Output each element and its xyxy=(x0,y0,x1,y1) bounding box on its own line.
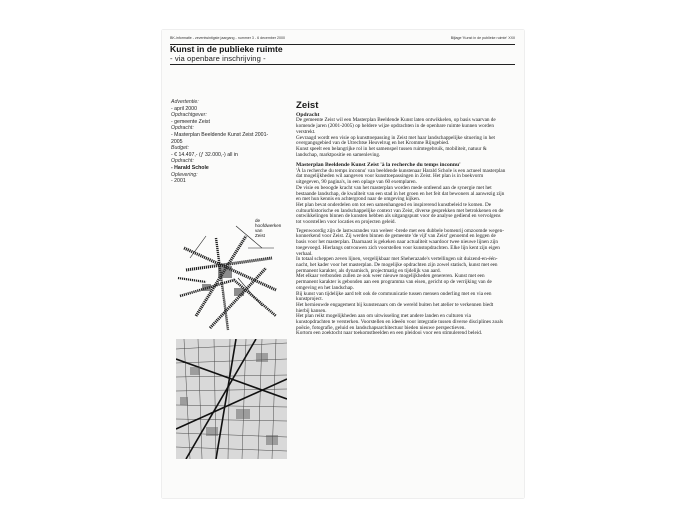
fact-kunstenaar: Opdracht: - Harald Schole xyxy=(171,158,209,171)
body-paragraph: Het hernieuwde engagement bij kunstenaars om de wereld buiten het atelier te verkennen biedt hierbij kansen. xyxy=(296,301,494,314)
fact-opdrachtgever: Opdrachtgever: - gemeente Zeist xyxy=(171,112,210,125)
fact-opdracht: Opdracht: - Masterplan Beeldende Kunst Zeist 2001-2005 xyxy=(171,125,269,145)
opdracht-paragraph: Kunst speelt een belangrijke rol in het samenspel tussen ruimtegebruik, mobiliteit, natuur & landschap, marktpositie en samenleving. xyxy=(296,145,487,158)
lanes-diagram-map xyxy=(176,218,288,335)
body-paragraph: In totaal scheppen zeven lijnen, vergelijkbaar met Sheherazade's vertellingen uit duizend-en-één-nacht, het kader voor het masterplan. De mogelijke opdrachten zijn zowel statisch, kunst met een permanent karakter, als dynamisch, projectmatig en tijdelijk van aard. xyxy=(296,256,498,274)
running-header-right: Bijlage 'Kunst in de publieke ruimte' XXII xyxy=(450,36,515,40)
body-paragraph: Met elkaar verbonden zullen ze ook weer nieuwe mogelijkheden genereren. Kunst met een permanent karakter is gebonden aan een programma van eisen, gericht op de verrijking van de omgeving en het landschap. xyxy=(296,273,492,291)
masterplan-paragraph: 'À la recherche du temps inconnu' van beeldende kunstenaar Harald Schole is een actueel masterplan dat mogelijkheden wil aangeven voor kunsttoepassingen in Zeist. Het plan is in boekvorm uitgegeven, 90 pagina's, in een oplage van 60 exemplaren. xyxy=(296,167,506,186)
masterplan-paragraph: Het plan bevat onderdelen om tot een samenhangend en inspirerend kunstbeleid te komen. De cultuurhistorische en landschappelijke context van Zeist, diverse gesprekken met betrokkenen en de ontwikkelingen binnen de kunsten hebben als uitgangspunt voor de analyse gediend en vervolgens tot voorstellen voor locaties en projecten geleid. xyxy=(296,201,504,226)
running-header xyxy=(170,36,515,44)
fact-budget: Budget: - € 14.497,- (ƒ 32.000,-) all in xyxy=(171,145,238,158)
opdracht-paragraph: Gevraagd wordt een visie op kunsttoepassing in Zeist met haar landschappelijke situering in het overgangsgebied van de Utrechtse Heuvelrug en het Kromme Rijngebied. xyxy=(296,134,495,147)
body-paragraph: Bij kunst van tijdelijke aard telt ook de communicatie tussen mensen onderling met en via een kunstproject. xyxy=(296,290,492,303)
project-facts xyxy=(171,99,271,185)
opdracht-heading: Opdracht xyxy=(296,112,320,118)
opdracht-paragraph: De gemeente Zeist wil een Masterplan Beeldende Kunst laten ontwikkelen, op basis waarvan de komende jaren (2001-2005) op heldere wijze opdrachten in de openbare ruimte kunnen worden verstrekt. xyxy=(296,117,496,135)
masterplan-paragraph: De visie en beoogde kracht van het masterplan worden mede ontleend aan de synergie met het bestaande landschap, de kwaliteit van een stad in het groen en het feit dat bewoners al aanwezig zijn en met hun kennis en achtergrond naar de omgeving kijken. xyxy=(296,184,505,203)
fact-oplevering: Oplevering: - 2001 xyxy=(171,171,198,185)
section-title: Kunst in de publieke ruimte xyxy=(170,44,283,54)
header-rule-bottom xyxy=(170,64,515,65)
section-subtitle: - via openbare inschrijving - xyxy=(170,54,266,63)
body-paragraph: Kortom een zoektocht naar toekomstbeelden en een pleidooi voor een stimulerend beleid. xyxy=(296,330,483,337)
body-paragraph: Het plan reikt mogelijkheden aan om uitwisseling met andere landen en culturen via kunstopdrachten te versterken. Voorstellen en ideeën voor integratie tussen diverse disciplines zoals poëzie, fotografie, geluid en landschapsarchitectuur bieden nieuwe perspectieven. xyxy=(296,313,503,331)
article-title: Zeist xyxy=(296,100,319,111)
map-caption: de hoofdwerken van Zeist xyxy=(255,218,282,238)
aerial-city-map xyxy=(176,339,287,459)
masterplan-heading: Masterplan Beeldende Kunst Zeist 'à la recherche du temps inconnu' xyxy=(296,162,461,169)
article-body xyxy=(296,100,506,337)
running-header-left: BK-informatie - zeventwintigste jaargang - nummer 3 - 6 december 2000 xyxy=(170,36,286,40)
fact-advertentie: Advertentie: - april 2000 xyxy=(171,99,199,112)
body-paragraph: Tegenwoordig zijn de lastwarandes van weleer -brede met een dubbele bomenrij omzoomde wegen- konnerkend voor Zeist. Zij werden binnen de gemeente 'de vijf van Zeist' genoemd en leggen de basis voor het masterplan. Daarnaast is gekeken naar actualiteit waardoor twee nieuwe lijnen zijn toegevoegd. Hierlangs ontvouwen zich voorstellen voor kunstopdrachten. Elke lijn kent zijn eigen verhaal. xyxy=(296,227,504,257)
